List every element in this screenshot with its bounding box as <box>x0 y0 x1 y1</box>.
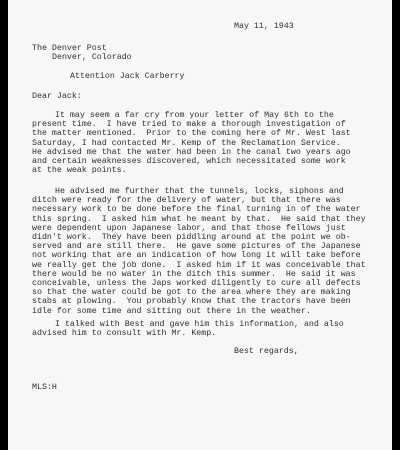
letter-page <box>8 0 392 450</box>
paragraph-line: I talked with Best and gave him this information, and also <box>55 320 344 329</box>
paragraph-line: we really get the job done. I asked him if it was conceivable that <box>32 260 366 270</box>
paragraph-line: this spring. I asked him what he meant by that. He said that they <box>32 214 366 224</box>
recipient-name: The Denver Post <box>32 44 107 53</box>
paragraph-line: served and are still there. He gave some pictures of the Japanese <box>32 242 361 252</box>
closing: Best regards, <box>234 347 299 356</box>
paragraph-line: Saturday, I had contacted Mr. Kemp of the Reclamation Service. <box>32 138 341 148</box>
recipient-city: Denver, Colorado <box>52 53 132 63</box>
paragraph-3 <box>32 320 344 338</box>
paragraph-line: didn't work. They have been piddling around at the point we ob- <box>32 233 351 243</box>
paragraph-line: conceivable, unless the Japs worked diligently to cure all defects <box>32 279 361 289</box>
paragraph-line: He advised me further that the tunnels, locks, siphons and <box>55 187 344 196</box>
paragraph-line: were dependent upon Japanese labor, and that those fellows just <box>32 223 346 233</box>
letter-date: May 11, 1943 <box>234 22 294 31</box>
paragraph-line: at the weak points. <box>32 166 127 176</box>
paragraph-line: necessary work to be done before the final turning in of the water <box>32 205 361 215</box>
recipient-address <box>32 44 132 62</box>
typist-initials: MLS:H <box>32 383 57 392</box>
paragraph-line: and certain weaknesses discovered, which necessitated some work <box>32 157 346 167</box>
paragraph-line: not working that are an indication of how long it will take before <box>32 251 361 261</box>
paragraph-line: the matter mentioned. Prior to the coming here of Mr. West last <box>32 129 351 139</box>
attention-line: Attention Jack Carberry <box>70 72 185 81</box>
paragraph-line: stabs at plowing. You probably know that the tractors have been <box>32 297 351 307</box>
paragraph-line: ditch were ready for the delivery of water, but that there was <box>32 196 341 206</box>
paragraph-line: advised him to consult with Mr. Kemp. <box>32 329 217 339</box>
paragraph-line: there would be no water in the ditch this summer. He said it was <box>32 269 356 279</box>
paragraph-line: It may seem a far cry from your letter of May 6th to the <box>55 111 334 120</box>
paragraph-line: idle for some time and sitting out there in the weather. <box>32 306 311 316</box>
salutation: Dear Jack: <box>32 92 82 101</box>
paragraph-line: present time. I have tried to make a thorough investigation of <box>32 120 346 130</box>
paragraph-1 <box>32 111 351 175</box>
paragraph-line: so that the water could be got to the area where they are making <box>32 288 351 298</box>
paragraph-line: He advised me that the water had been in the canal two years ago <box>32 147 351 157</box>
paragraph-2 <box>32 187 366 316</box>
